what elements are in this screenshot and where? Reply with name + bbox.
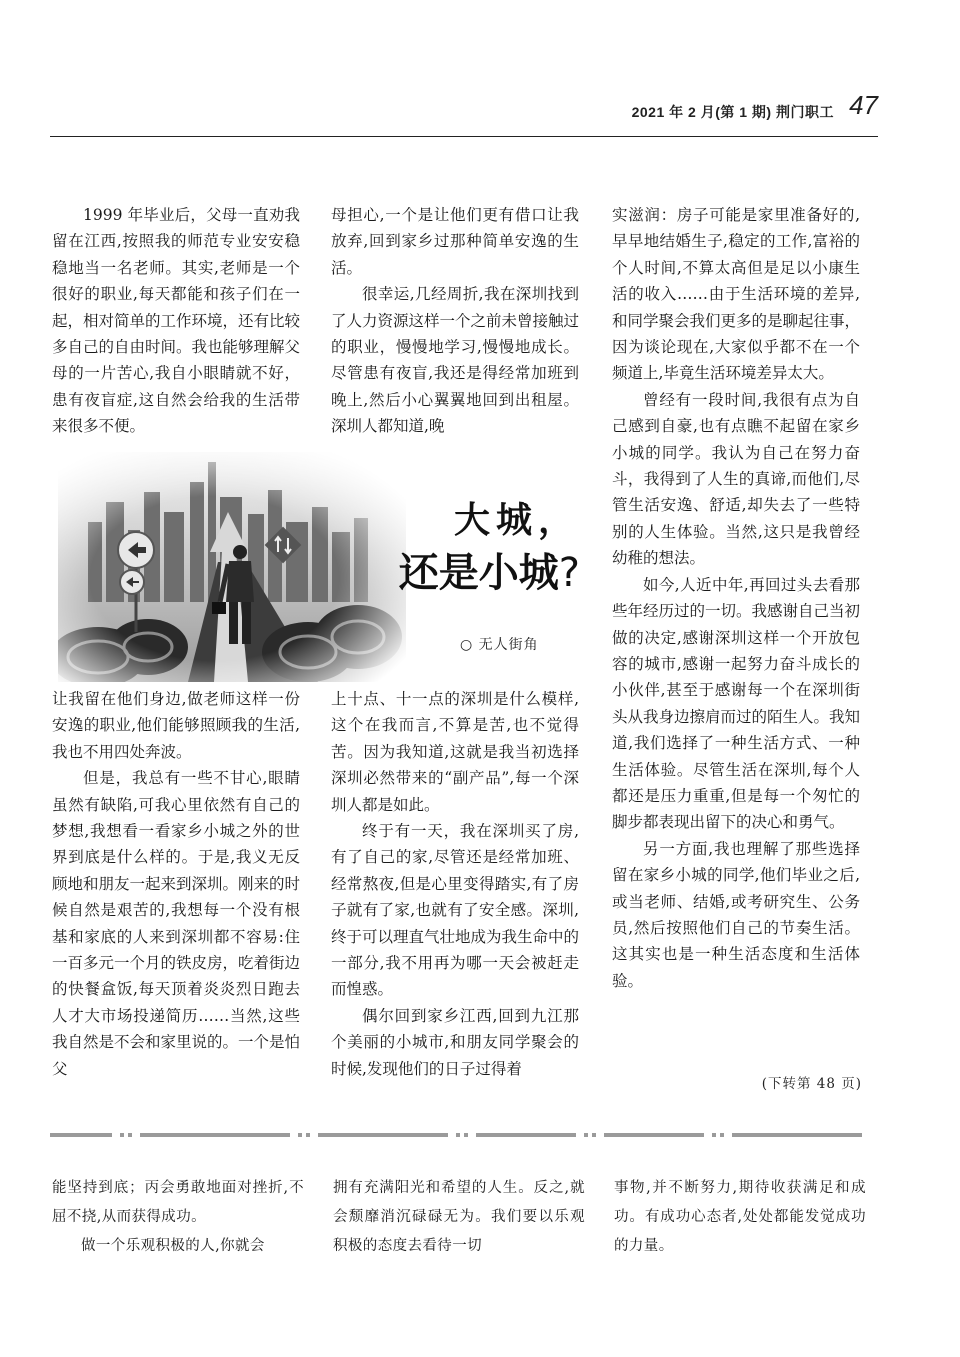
- page-header: [50, 88, 878, 137]
- footer-column-2: [333, 1174, 585, 1261]
- page-number: 47: [849, 90, 878, 120]
- paragraph: 曾经有一段时间,我很有点为自己感到自豪,也有点瞧不起留在家乡小城的同学。我认为自己在努力奋斗，我得到了人生的真谛,而他们,尽管生活安逸、舒适,却失去了一些特别的人生体验。当然,这只是我曾经幼稚的想法。: [612, 390, 860, 568]
- paragraph: 能坚持到底；丙会勇敢地面对挫折,不屈不挠,从而获得成功。: [52, 1180, 304, 1225]
- paragraph: 拥有充满阳光和希望的人生。反之,就会颓靡消沉碌碌无为。我们要以乐观积极的态度去看待一切: [333, 1180, 585, 1254]
- paragraph: 实滋润：房子可能是家里准备好的,早早地结婚生子,稳定的工作,富裕的个人时间,不算太高但是足以小康生活的收入……由于生活环境的差异,和同学聚会我们更多的是聊起往事，因为谈论现在,大家似乎都不在一个频道上,毕竟生活环境差异太大。: [612, 206, 860, 383]
- paragraph: 另一方面,我也理解了那些选择留在家乡小城的同学,他们毕业之后,或当老师、结婚,或考研究生、公务员,然后按照他们自己的节奏生活。这其实也是一种生活态度和生活体验。: [612, 839, 860, 990]
- article-title: [360, 492, 580, 598]
- title-line-2: [360, 541, 580, 598]
- title-line-2-text: 还是小城: [398, 550, 559, 596]
- column-1-bottom: [52, 686, 300, 1096]
- section-divider: [50, 1130, 862, 1140]
- title-line-1: 大城，: [453, 500, 580, 541]
- paragraph: 母担心,一个是让他们更有借口让我放弃,回到家乡过那种简单安逸的生活。: [331, 206, 579, 277]
- footer-column-3: [614, 1174, 866, 1261]
- column-2-top: [331, 202, 579, 442]
- paragraph: 偶尔回到家乡江西,回到九江那个美丽的小城市,和朋友同学聚会的时候,发现他们的日子过得着: [331, 1006, 579, 1078]
- paragraph: 上十点、十一点的深圳是什么模样,这个在我而言,不算是苦,也不觉得苦。因为我知道,这就是我当初选择深圳必然带来的“副产品”,每一个深圳人都是如此。: [331, 690, 579, 814]
- paragraph: 让我留在他们身边,做老师这样一份安逸的职业,他们能够照顾我的生活,我也不用四处奔波。: [52, 690, 300, 761]
- paragraph: 1999 年毕业后，父母一直劝我留在江西,按照我的师范专业安安稳稳地当一名老师。其实,老师是一个很好的职业,每天都能和孩子们在一起，相对简单的工作环境，还有比较多自己的自由时间。我也能够理解父母的一片苦心,我自小眼睛就不好，患有夜盲症,这自然会给我的生活带来很多不便。: [52, 206, 300, 436]
- column-3: [612, 202, 860, 1082]
- paragraph: 很幸运,几经周折,我在深圳找到了人力资源这样一个之前未曾接触过的职业，慢慢地学习,慢慢地成长。尽管患有夜盲,我还是得经常加班到晚上,然后小心翼翼地回到出租屋。深圳人都知道,晚: [331, 285, 579, 436]
- paragraph: 终于有一天，我在深圳买了房,有了自己的家,尽管还是经常加班、经常熬夜,但是心里变得踏实,有了房子就有了家,也就有了安全感。深圳,终于可以理直气壮地成为我生命中的一部分,我不用再为哪一天会被赶走而惶惑。: [331, 822, 579, 999]
- city-road-illustration: [58, 452, 406, 682]
- issue-info: 2021 年 2 月(第 1 期) 荆门职工: [631, 104, 834, 120]
- column-2-bottom: [331, 686, 579, 1096]
- continued-note: (下转第 48 页): [761, 1076, 862, 1092]
- footer-column-1: [52, 1174, 304, 1261]
- paragraph: 做一个乐观积极的人,你就会: [81, 1238, 265, 1254]
- title-question-mark: ?: [558, 550, 580, 596]
- paragraph: 如今,人近中年,再回过头去看那些年经历过的一切。我感谢自己当初做的决定,感谢深圳这样一个开放包容的城市,感谢一起努力奋斗成长的小伙伴,甚至于感谢每一个在深圳街头从我身边擦肩而过的陌生人。我知道,我们选择了一种生活方式、一种生活体验。尽管生活在深圳,每个人都还是压力重重,但是每一个匆忙的脚步都表现出留下的决心和勇气。: [612, 575, 860, 832]
- paragraph: 事物,并不断努力,期待收获满足和成功。有成功心态者,处处都能发觉成功的力量。: [614, 1180, 866, 1254]
- column-1-top: [52, 202, 300, 442]
- paragraph: 但是，我总有一些不甘心,眼睛虽然有缺陷,可我心里依然有自己的梦想,我想看一看家乡小城之外的世界到底是什么样的。于是,我义无反顾地和朋友一起来到深圳。刚来的时候自然是艰苦的,我想每一个没有根基和家底的人来到深圳都不容易:住一百多元一个月的铁皮房，吃着街边的快餐盒饭,每天顶着炎炎烈日跑去人才大市场投递简历……当然,这些我自然是不会和家里说的。一个是怕父: [52, 769, 300, 1078]
- author-byline: ○ 无人街角: [460, 637, 539, 653]
